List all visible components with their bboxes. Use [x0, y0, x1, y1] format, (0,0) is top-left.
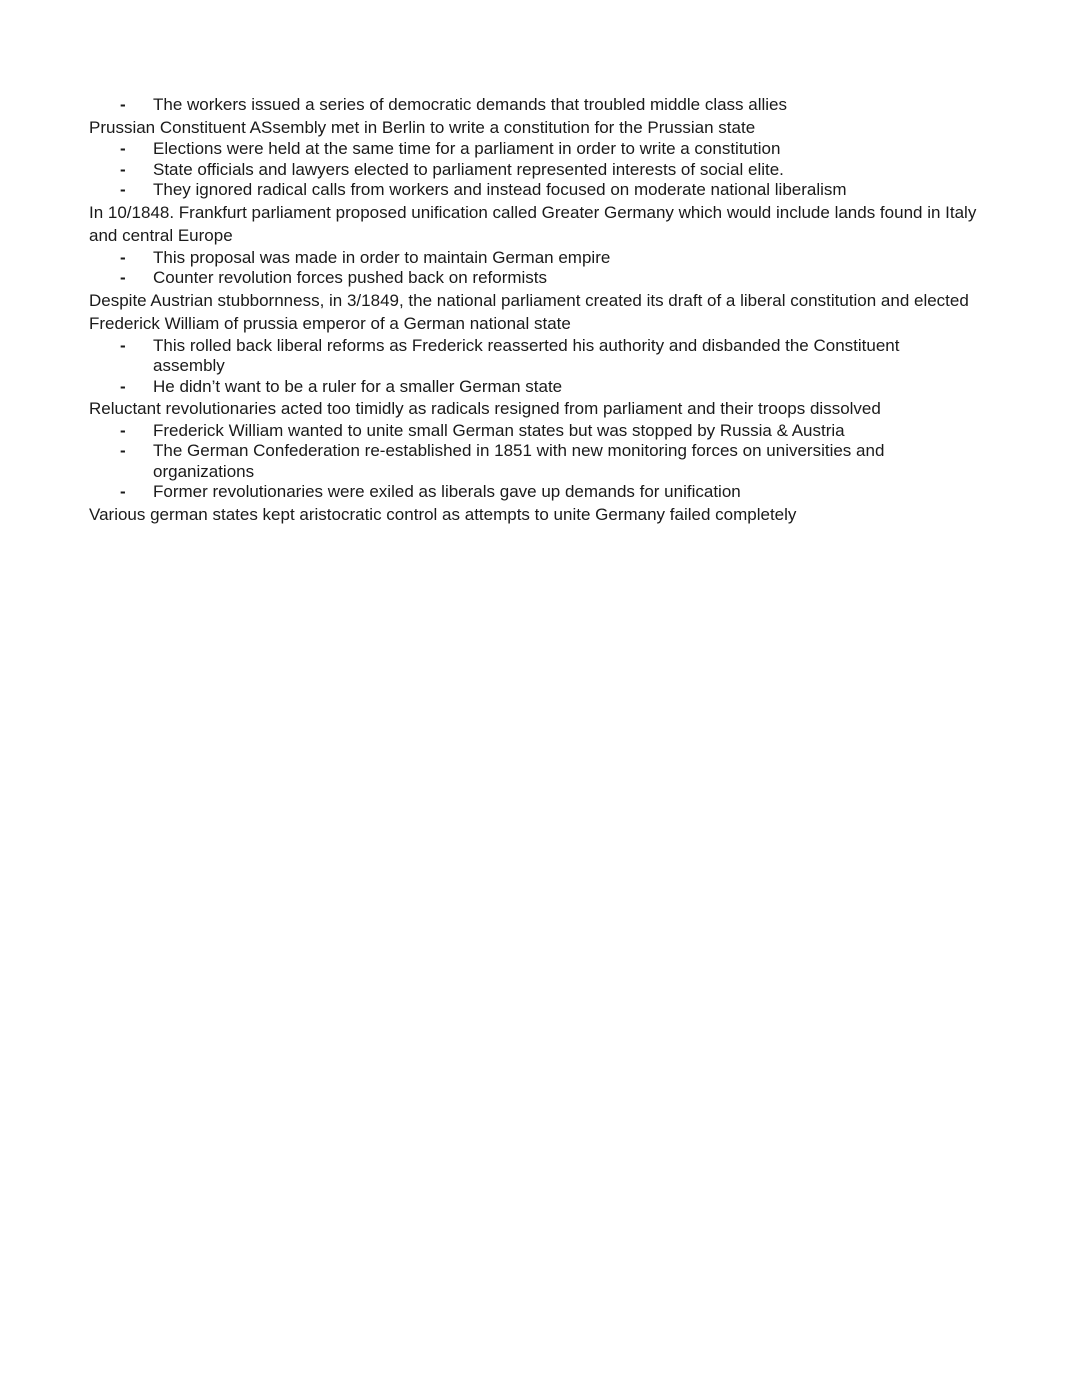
bullet-text: State officials and lawyers elected to parliament represented interests of social elite.	[153, 159, 784, 179]
dash-marker: -	[120, 335, 126, 355]
bullet-item	[89, 377, 989, 398]
dash-marker: -	[120, 159, 126, 179]
bullet-item	[89, 139, 989, 160]
paragraph: Prussian Constituent ASsembly met in Berlin to write a constitution for the Prussian state	[89, 117, 756, 137]
paragraph: Reluctant revolutionaries acted too timidly as radicals resigned from parliament and their troops dissolved	[89, 399, 881, 418]
bullet-text: Elections were held at the same time for a parliament in order to write a constitution	[153, 139, 781, 158]
bullet-list	[89, 95, 989, 116]
dash-marker: -	[120, 376, 126, 396]
bullet-item	[89, 160, 989, 181]
bullet-text: Counter revolution forces pushed back on reformists	[153, 268, 548, 287]
dash-marker: -	[120, 95, 126, 114]
bullet-text: Frederick William wanted to unite small German states but was stopped by Russia & Austria	[153, 420, 845, 440]
dash-marker: -	[120, 180, 126, 199]
bullet-text: Former revolutionaries were exiled as liberals gave up demands for unification	[153, 482, 741, 501]
bullet-item	[89, 95, 989, 116]
bullet-item	[89, 441, 989, 482]
bullet-list	[89, 336, 989, 398]
bullet-item	[89, 421, 989, 442]
document-page	[89, 95, 989, 526]
bullet-text: The German Confederation re-established in 1851 with new monitoring forces on universities and organizations	[153, 441, 885, 481]
dash-marker: -	[120, 268, 126, 287]
bullet-item	[89, 336, 989, 377]
bullet-item	[89, 482, 989, 503]
paragraph: Despite Austrian stubbornness, in 3/1849, the national parliament created its draft of a liberal constitution and elected Frederick William of prussia emperor of a German national state	[89, 290, 969, 333]
bullet-text: The workers issued a series of democratic demands that troubled middle class allies	[153, 95, 788, 114]
bullet-item	[89, 248, 989, 269]
dash-marker: -	[120, 247, 126, 267]
bullet-text: He didn’t want to be a ruler for a smaller German state	[153, 376, 563, 396]
bullet-text: They ignored radical calls from workers and instead focused on moderate national liberalism	[153, 180, 847, 199]
bullet-list	[89, 139, 989, 201]
dash-marker: -	[120, 139, 126, 158]
paragraph: In 10/1848. Frankfurt parliament proposed unification called Greater Germany which would include lands found in Italy and central Europe	[89, 202, 977, 245]
bullet-item	[89, 268, 989, 289]
dash-marker: -	[120, 420, 126, 440]
bullet-item	[89, 180, 989, 201]
bullet-list	[89, 421, 989, 503]
dash-marker: -	[120, 482, 126, 501]
bullet-text: This proposal was made in order to maintain German empire	[153, 247, 611, 267]
bullet-text: This rolled back liberal reforms as Frederick reasserted his authority and disbanded the Constituent assembly	[153, 335, 900, 375]
dash-marker: -	[120, 441, 126, 460]
bullet-list	[89, 248, 989, 289]
paragraph: Various german states kept aristocratic control as attempts to unite Germany failed completely	[89, 504, 797, 524]
